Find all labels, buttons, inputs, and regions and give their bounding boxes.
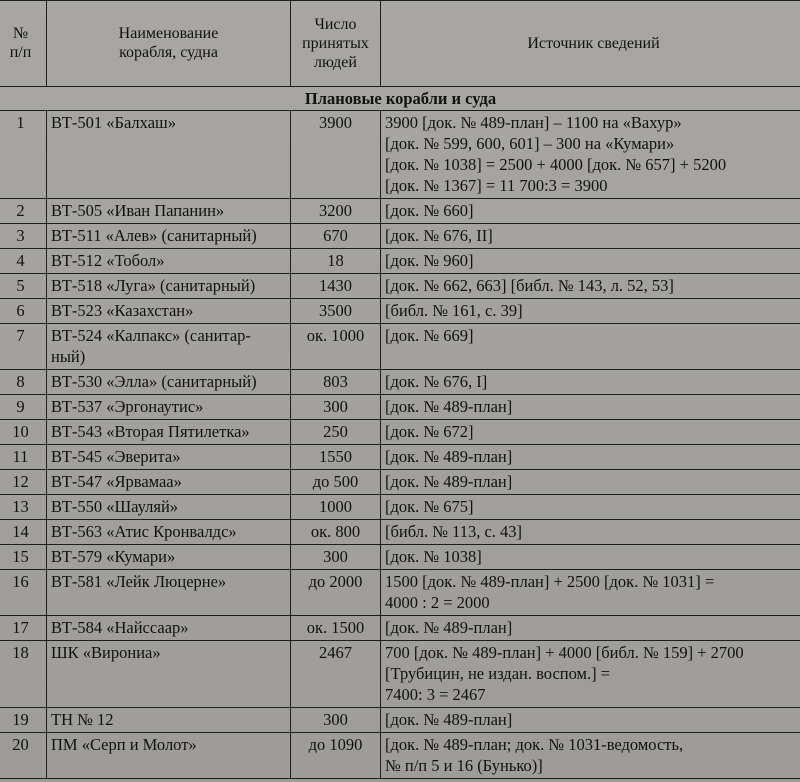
row-number: 12 bbox=[0, 470, 47, 495]
table-row bbox=[0, 641, 800, 708]
source-line: [док. № 489-план] bbox=[385, 618, 513, 637]
table-row bbox=[0, 570, 800, 616]
table-row bbox=[0, 520, 800, 545]
row-people-count: 1000 bbox=[291, 495, 381, 520]
row-source bbox=[381, 495, 800, 520]
row-number: 11 bbox=[0, 445, 47, 470]
row-number: 8 bbox=[0, 370, 47, 395]
row-people-count: ок. 800 bbox=[291, 520, 381, 545]
source-line: [библ. № 161, с. 39] bbox=[385, 301, 523, 320]
table-row bbox=[0, 445, 800, 470]
table-header-row bbox=[0, 1, 800, 87]
source-line: [док. № 489-план] bbox=[385, 710, 513, 729]
ship-name-line: ВТ-512 «Тобол» bbox=[51, 251, 165, 270]
row-ship-name bbox=[47, 111, 291, 199]
ship-name-line: ТН № 12 bbox=[51, 710, 114, 729]
row-ship-name bbox=[47, 641, 291, 708]
table-row bbox=[0, 545, 800, 570]
source-line: [док. № 1038] bbox=[385, 547, 482, 566]
source-line: [док. № 1038] = 2500 + 4000 [док. № 657] + 5200 bbox=[385, 155, 727, 174]
ship-name-line: ШК «Вирониа» bbox=[51, 643, 161, 662]
ship-name-line: ВТ-524 «Калпакс» (санитар- bbox=[51, 326, 251, 345]
row-ship-name bbox=[47, 274, 291, 299]
ship-name-line: ВТ-545 «Эверита» bbox=[51, 447, 181, 466]
row-number: 5 bbox=[0, 274, 47, 299]
source-line: [библ. № 113, с. 43] bbox=[385, 522, 523, 541]
row-ship-name bbox=[47, 445, 291, 470]
row-people-count: 3900 bbox=[291, 111, 381, 199]
row-number: 13 bbox=[0, 495, 47, 520]
ship-name-line: ВТ-518 «Луга» (санитарный) bbox=[51, 276, 256, 295]
row-people-count: ок. 1000 bbox=[291, 324, 381, 370]
ship-name-line: ВТ-543 «Вторая Пятилетка» bbox=[51, 422, 250, 441]
row-ship-name bbox=[47, 733, 291, 779]
row-source bbox=[381, 616, 800, 641]
row-source bbox=[381, 570, 800, 616]
header-source: Источник сведений bbox=[381, 1, 800, 87]
row-people-count: 250 bbox=[291, 420, 381, 445]
row-number: 9 bbox=[0, 395, 47, 420]
row-people-count: 3500 bbox=[291, 299, 381, 324]
row-source bbox=[381, 199, 800, 224]
ship-name-line: ВТ-547 «Ярвамаа» bbox=[51, 472, 182, 491]
table-row bbox=[0, 224, 800, 249]
row-ship-name bbox=[47, 545, 291, 570]
table-row bbox=[0, 274, 800, 299]
source-line: [док. № 960] bbox=[385, 251, 474, 270]
row-people-count: 300 bbox=[291, 545, 381, 570]
row-source bbox=[381, 641, 800, 708]
ship-name-line: ВТ-501 «Балхаш» bbox=[51, 113, 176, 132]
row-source bbox=[381, 299, 800, 324]
row-people-count: до 2000 bbox=[291, 570, 381, 616]
row-ship-name bbox=[47, 370, 291, 395]
section-title: Плановые корабли и суда bbox=[0, 87, 800, 111]
row-ship-name bbox=[47, 395, 291, 420]
source-line: [док. № 489-план] bbox=[385, 397, 513, 416]
table-row bbox=[0, 249, 800, 274]
row-people-count: до 500 bbox=[291, 470, 381, 495]
ship-name-line: ный) bbox=[51, 347, 86, 366]
row-source bbox=[381, 733, 800, 779]
source-line: [док. № 675] bbox=[385, 497, 474, 516]
source-line: [Трубицин, не издан. воспом.] = bbox=[385, 664, 611, 683]
source-line: [док. № 676, I] bbox=[385, 372, 488, 391]
row-people-count: 300 bbox=[291, 395, 381, 420]
row-people-count: 18 bbox=[291, 249, 381, 274]
row-source bbox=[381, 324, 800, 370]
row-number: 6 bbox=[0, 299, 47, 324]
ship-name-line: ВТ-505 «Иван Папанин» bbox=[51, 201, 225, 220]
ship-name-line: ВТ-511 «Алев» (санитарный) bbox=[51, 226, 257, 245]
source-line: [док. № 489-план; док. № 1031-ведомость, bbox=[385, 735, 684, 754]
table-row bbox=[0, 420, 800, 445]
row-people-count: 2467 bbox=[291, 641, 381, 708]
row-source bbox=[381, 708, 800, 733]
row-ship-name bbox=[47, 224, 291, 249]
row-people-count: 3200 bbox=[291, 199, 381, 224]
ship-name-line: ВТ-537 «Эргонаутис» bbox=[51, 397, 204, 416]
source-line: 3900 [док. № 489-план] – 1100 на «Вахур» bbox=[385, 113, 682, 132]
header-ship-name: Наименование корабля, судна bbox=[47, 1, 291, 87]
table-row bbox=[0, 708, 800, 733]
row-ship-name bbox=[47, 520, 291, 545]
table-row bbox=[0, 199, 800, 224]
ship-name-line: ВТ-563 «Атис Кронвалдс» bbox=[51, 522, 237, 541]
source-line: 700 [док. № 489-план] + 4000 [библ. № 159] + 2700 bbox=[385, 643, 744, 662]
row-ship-name bbox=[47, 495, 291, 520]
row-source bbox=[381, 420, 800, 445]
row-source bbox=[381, 520, 800, 545]
source-line: 4000 : 2 = 2000 bbox=[385, 593, 490, 612]
row-source bbox=[381, 370, 800, 395]
row-source bbox=[381, 395, 800, 420]
ship-name-line: ВТ-579 «Кумари» bbox=[51, 547, 176, 566]
source-line: [док. № 676, II] bbox=[385, 226, 493, 245]
table-row bbox=[0, 324, 800, 370]
row-source bbox=[381, 224, 800, 249]
row-people-count: ок. 1500 bbox=[291, 616, 381, 641]
source-line: № п/п 5 и 16 (Бунько)] bbox=[385, 756, 543, 775]
source-line: [док. № 672] bbox=[385, 422, 474, 441]
row-source bbox=[381, 274, 800, 299]
header-people-count: Число принятых людей bbox=[291, 1, 381, 87]
row-people-count: до 1090 bbox=[291, 733, 381, 779]
ship-name-line: ВТ-523 «Казахстан» bbox=[51, 301, 194, 320]
row-ship-name bbox=[47, 470, 291, 495]
table-row bbox=[0, 395, 800, 420]
row-number: 19 bbox=[0, 708, 47, 733]
row-number: 10 bbox=[0, 420, 47, 445]
table-row bbox=[0, 470, 800, 495]
row-ship-name bbox=[47, 616, 291, 641]
ship-name-line: ПМ «Серп и Молот» bbox=[51, 735, 197, 754]
table-row bbox=[0, 733, 800, 779]
row-number: 17 bbox=[0, 616, 47, 641]
row-number: 2 bbox=[0, 199, 47, 224]
row-ship-name bbox=[47, 570, 291, 616]
row-number: 18 bbox=[0, 641, 47, 708]
row-people-count: 803 bbox=[291, 370, 381, 395]
row-number: 14 bbox=[0, 520, 47, 545]
row-ship-name bbox=[47, 324, 291, 370]
source-line: [док. № 662, 663] [библ. № 143, л. 52, 53] bbox=[385, 276, 674, 295]
source-line: [док. № 599, 600, 601] – 300 на «Кумари» bbox=[385, 134, 675, 153]
section-row bbox=[0, 87, 800, 111]
table-row bbox=[0, 370, 800, 395]
row-ship-name bbox=[47, 299, 291, 324]
ship-name-line: ВТ-550 «Шауляй» bbox=[51, 497, 179, 516]
row-number: 7 bbox=[0, 324, 47, 370]
row-people-count: 1430 bbox=[291, 274, 381, 299]
ship-name-line: ВТ-530 «Элла» (санитарный) bbox=[51, 372, 257, 391]
row-number: 4 bbox=[0, 249, 47, 274]
row-source bbox=[381, 249, 800, 274]
row-source bbox=[381, 111, 800, 199]
row-number: 3 bbox=[0, 224, 47, 249]
row-people-count: 300 bbox=[291, 708, 381, 733]
row-people-count: 1550 bbox=[291, 445, 381, 470]
row-people-count: 670 bbox=[291, 224, 381, 249]
row-number: 15 bbox=[0, 545, 47, 570]
row-number: 20 bbox=[0, 733, 47, 779]
table-row bbox=[0, 616, 800, 641]
row-ship-name bbox=[47, 249, 291, 274]
ship-name-line: ВТ-584 «Найссаар» bbox=[51, 618, 189, 637]
row-ship-name bbox=[47, 420, 291, 445]
header-number: № п/п bbox=[0, 1, 47, 87]
row-source bbox=[381, 445, 800, 470]
row-number: 16 bbox=[0, 570, 47, 616]
source-line: 1500 [док. № 489-план] + 2500 [док. № 1031] = bbox=[385, 572, 715, 591]
source-line: [док. № 669] bbox=[385, 326, 474, 345]
row-ship-name bbox=[47, 199, 291, 224]
source-line: [док. № 489-план] bbox=[385, 447, 513, 466]
source-line: 7400: 3 = 2467 bbox=[385, 685, 486, 704]
row-source bbox=[381, 545, 800, 570]
table-row bbox=[0, 495, 800, 520]
row-ship-name bbox=[47, 708, 291, 733]
source-line: [док. № 489-план] bbox=[385, 472, 513, 491]
table-row bbox=[0, 111, 800, 199]
row-number: 1 bbox=[0, 111, 47, 199]
ship-name-line: ВТ-581 «Лейк Люцерне» bbox=[51, 572, 227, 591]
source-line: [док. № 660] bbox=[385, 201, 474, 220]
table-row bbox=[0, 299, 800, 324]
row-source bbox=[381, 470, 800, 495]
source-line: [док. № 1367] = 11 700:3 = 3900 bbox=[385, 176, 608, 195]
